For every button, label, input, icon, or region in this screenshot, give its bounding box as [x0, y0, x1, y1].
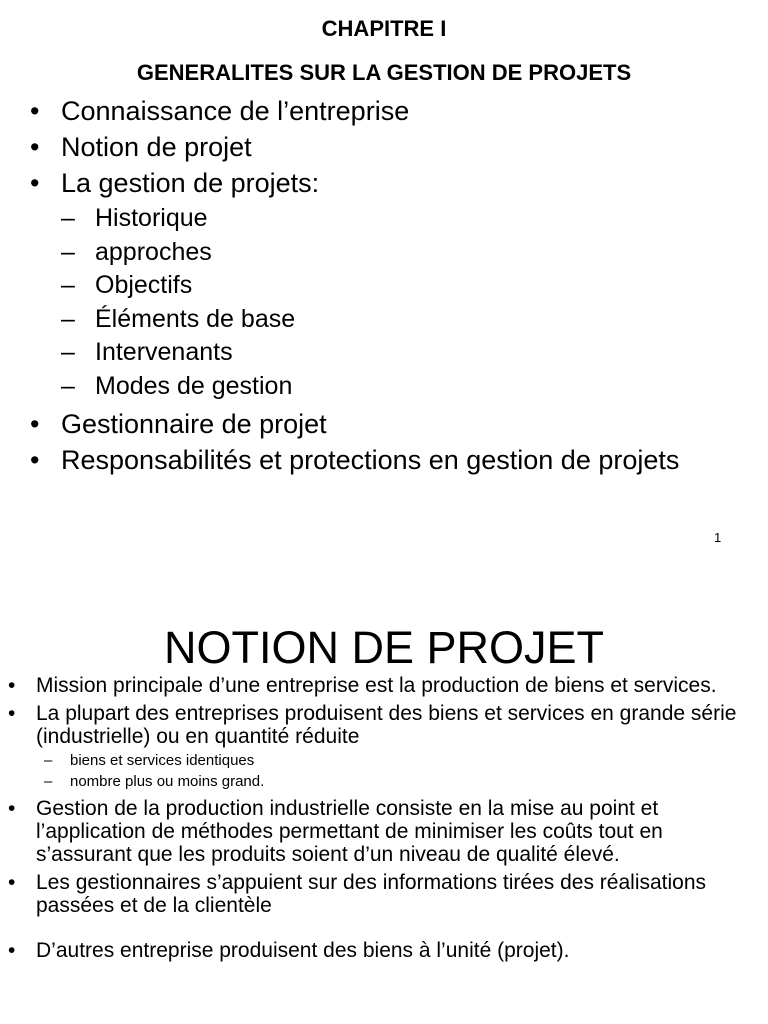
notion-item [8, 702, 764, 792]
notion-item: • Gestion de la production industrielle consiste en la mise au point et l’application de méthodes permettant de minimiser les coûts tout en s’assurant que les produits soient d’un niveau de qualité élevé. [8, 797, 764, 866]
chapter-subtitle: GENERALITES SUR LA GESTION DE PROJETS [136, 60, 632, 85]
notion-subitem: – biens et services identiques [36, 750, 764, 771]
notion-sublist [36, 750, 764, 792]
outline-subitem: – Modes de gestion [61, 370, 750, 404]
notion-item-label: La plupart des entreprises produisent des biens et services en grande série (industrielle) ou en quantité réduite [36, 702, 737, 748]
notion-item: • Les gestionnaires s’appuient sur des informations tirées des réalisations passées et de la clientèle [8, 871, 764, 917]
outline-item [30, 168, 750, 403]
outline-item: • Responsabilités et protections en gestion de projets [30, 445, 750, 475]
notion-item: • D’autres entreprise produisent des biens à l’unité (projet). [8, 939, 764, 962]
outline-item: • Connaissance de l’entreprise [30, 96, 750, 126]
notion-list [8, 674, 764, 967]
outline-subitem: – approches [61, 236, 750, 270]
outline-subitem: – Historique [61, 202, 750, 236]
outline-sublist [61, 202, 750, 403]
chapter-outline-list [30, 96, 750, 481]
slide-title: NOTION DE PROJET [163, 622, 605, 673]
notion-subitem: – nombre plus ou moins grand. [36, 771, 764, 792]
chapter-title: CHAPITRE I [321, 16, 447, 41]
outline-subitem: – Éléments de base [61, 303, 750, 337]
page-number: 1 [714, 530, 722, 545]
outline-subitem: – Intervenants [61, 336, 750, 370]
outline-item: • Notion de projet [30, 132, 750, 162]
outline-subitem: – Objectifs [61, 269, 750, 303]
slide-notion-de-projet [0, 612, 768, 1024]
outline-item-label: La gestion de projets: [61, 168, 320, 198]
outline-item: • Gestionnaire de projet [30, 409, 750, 439]
notion-item: • Mission principale d’une entreprise est la production de biens et services. [8, 674, 764, 697]
